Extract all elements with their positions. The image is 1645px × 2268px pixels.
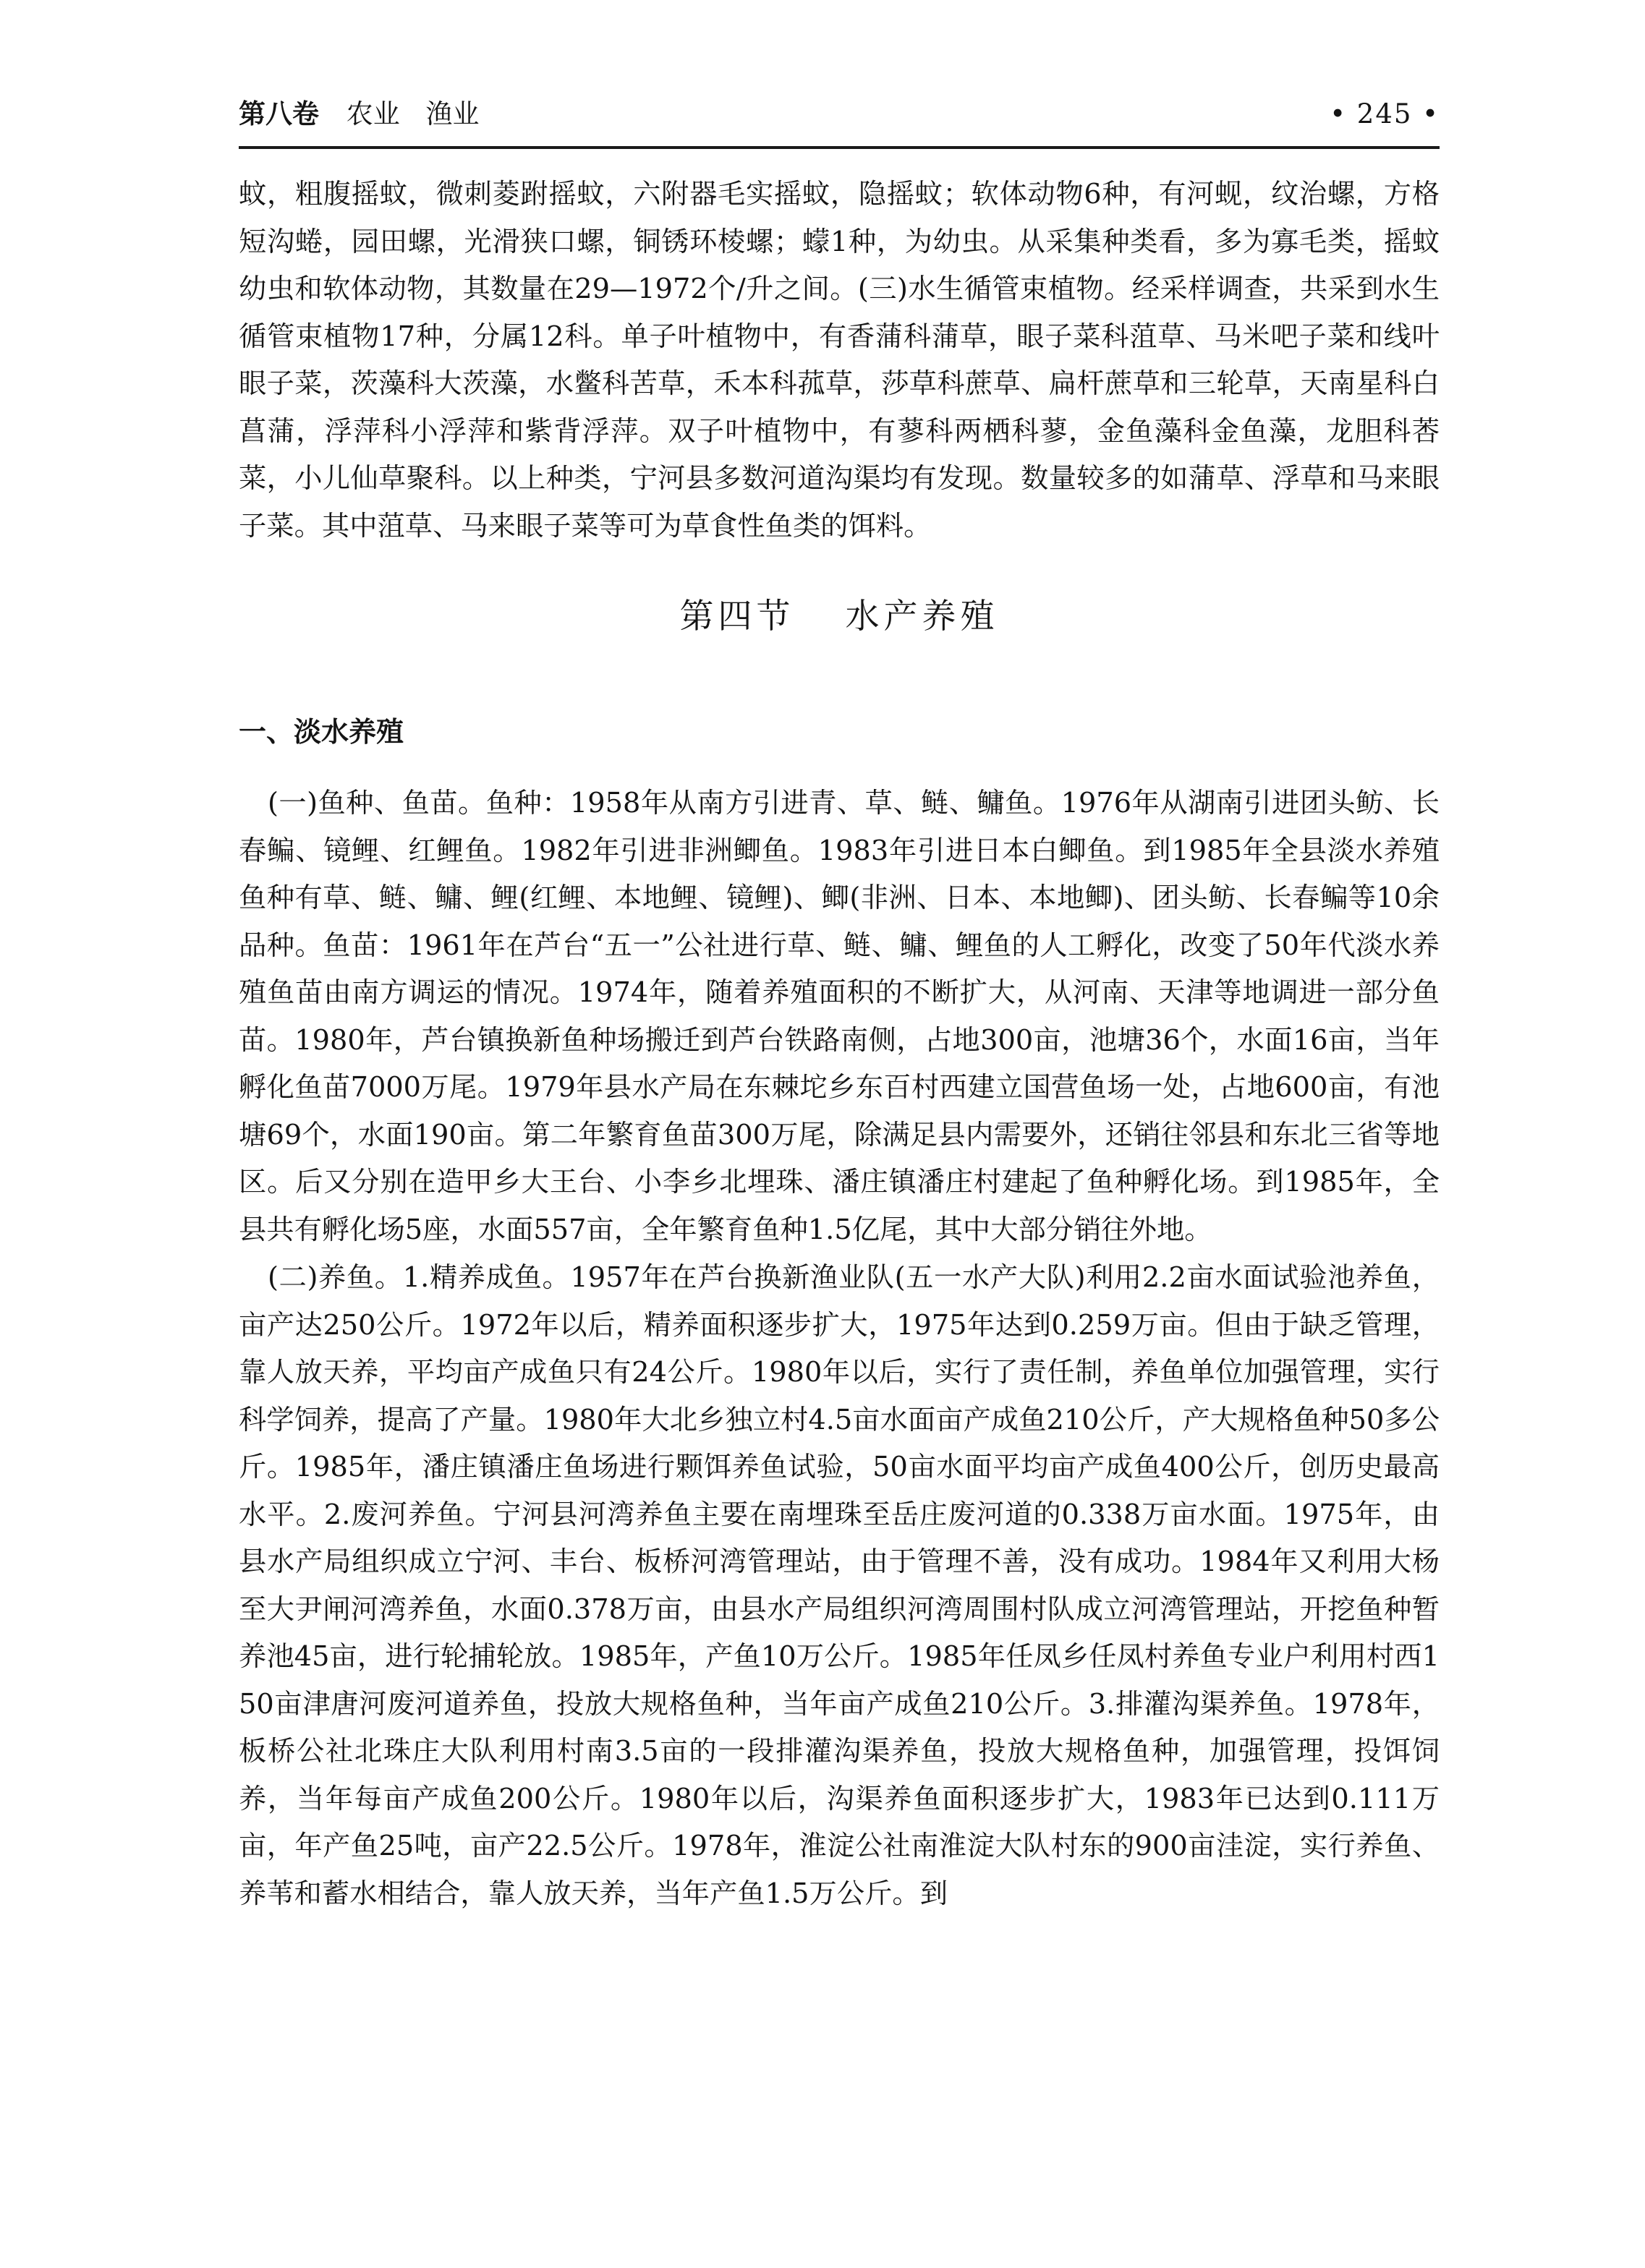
section-name: 水产养殖 xyxy=(845,597,999,636)
section-number: 第四节 xyxy=(679,597,795,636)
running-header xyxy=(239,93,1440,136)
paragraph-fish-fry: (一)鱼种、鱼苗。鱼种：1958年从南方引进青、草、鲢、鳙鱼。1976年从湖南引进团头鲂、长春鳊、镜鲤、红鲤鱼。1982年引进非洲鲫鱼。1983年引进日本白鲫鱼。到1985年全县淡水养殖鱼种有草、鲢、鳙、鲤(红鲤、本地鲤、镜鲤)、鲫(非洲、日本、本地鲫)、团头鲂、长春鳊等10余品种。鱼苗：1961年在芦台“五一”公社进行草、鲢、鳙、鲤鱼的人工孵化，改变了50年代淡水养殖鱼苗由南方调运的情况。1974年，随着养殖面积的不断扩大，从河南、天津等地调进一部分鱼苗。1980年，芦台镇换新鱼种场搬迁到芦台铁路南侧，占地300亩，池塘36个，水面16亩，当年孵化鱼苗7000万尾。1979年县水产局在东棘坨乡东百村西建立国营鱼场一处，占地600亩，有池塘69个，水面190亩。第二年繁育鱼苗300万尾，除满足县内需要外，还销往邻县和东北三省等地区。后又分别在造甲乡大王台、小李乡北埋珠、潘庄镇潘庄村建起了鱼种孵化场。到1985年，全县共有孵化场5座，水面557亩，全年繁育鱼种1.5亿尾，其中大部分销往外地。 xyxy=(239,787,1440,1246)
section-title xyxy=(239,592,1440,642)
subheading: 一、淡水养殖 xyxy=(239,716,404,748)
page-number: • 245 • xyxy=(1330,98,1440,129)
header-rule xyxy=(239,146,1440,149)
paragraph-continued: 蚊，粗腹摇蚊，微刺菱跗摇蚊，六附器毛实摇蚊，隐摇蚊；软体动物6种，有河蚬，纹治螺，方格短沟蜷，园田螺，光滑狭口螺，铜锈环棱螺；蠓1种，为幼虫。从采集种类看，多为寡毛类，摇蚊幼虫和软体动物，其数量在29—1972个/升之间。(三)水生循管束植物。经采样调查，共采到水生循管束植物17种，分属12科。单子叶植物中，有香蒲科蒲草，眼子菜科菹草、马米吧子菜和线叶眼子菜，茨藻科大茨藻，水鳖科苦草，禾本科菰草，莎草科蔗草、扁杆蔗草和三轮草，天南星科白菖蒲，浮萍科小浮萍和紫背浮萍。双子叶植物中，有蓼科两栖科蓼，金鱼藻科金鱼藻，龙胆科莕菜，小儿仙草聚科。以上种类，宁河县多数河道沟渠均有发现。数量较多的如蒲草、浮草和马来眼子菜。其中菹草、马来眼子菜等可为草食性鱼类的饵料。 xyxy=(239,178,1440,542)
section-label: 农业 xyxy=(346,98,400,129)
volume-label: 第八卷 xyxy=(239,98,319,129)
subsection-label: 渔业 xyxy=(425,98,480,129)
paragraph-fish-farming: (二)养鱼。1.精养成鱼。1957年在芦台换新渔业队(五一水产大队)利用2.2亩水面试验池养鱼，亩产达250公斤。1972年以后，精养面积逐步扩大，1975年达到0.259万亩。但由于缺乏管理，靠人放天养，平均亩产成鱼只有24公斤。1980年以后，实行了责任制，养鱼单位加强管理，实行科学饲养，提高了产量。1980年大北乡独立村4.5亩水面亩产成鱼210公斤，产大规格鱼种50多公斤。1985年，潘庄镇潘庄鱼场进行颗饵养鱼试验，50亩水面平均亩产成鱼400公斤，创历史最高水平。2.废河养鱼。宁河县河湾养鱼主要在南埋珠至岳庄废河道的0.338万亩水面。1975年，由县水产局组织成立宁河、丰台、板桥河湾管理站，由于管理不善，没有成功。1984年又利用大杨至大尹闸河湾养鱼，水面0.378万亩，由县水产局组织河湾周围村队成立河湾管理站，开挖鱼种暂养池45亩，进行轮捕轮放。1985年，产鱼10万公斤。1985年任凤乡任凤村养鱼专业户利用村西150亩津唐河废河道养鱼，投放大规格鱼种，当年亩产成鱼210公斤。3.排灌沟渠养鱼。1978年，板桥公社北珠庄大队利用村南3.5亩的一段排灌沟渠养鱼，投放大规格鱼种，加强管理，投饵饲养，当年每亩产成鱼200公斤。1980年以后，沟渠养鱼面积逐步扩大，1983年已达到0.111万亩，年产鱼25吨，亩产22.5公斤。1978年，淮淀公社南淮淀大队村东的900亩洼淀，实行养鱼、养苇和蓄水相结合，靠人放天养，当年产鱼1.5万公斤。到 xyxy=(239,1261,1440,1910)
